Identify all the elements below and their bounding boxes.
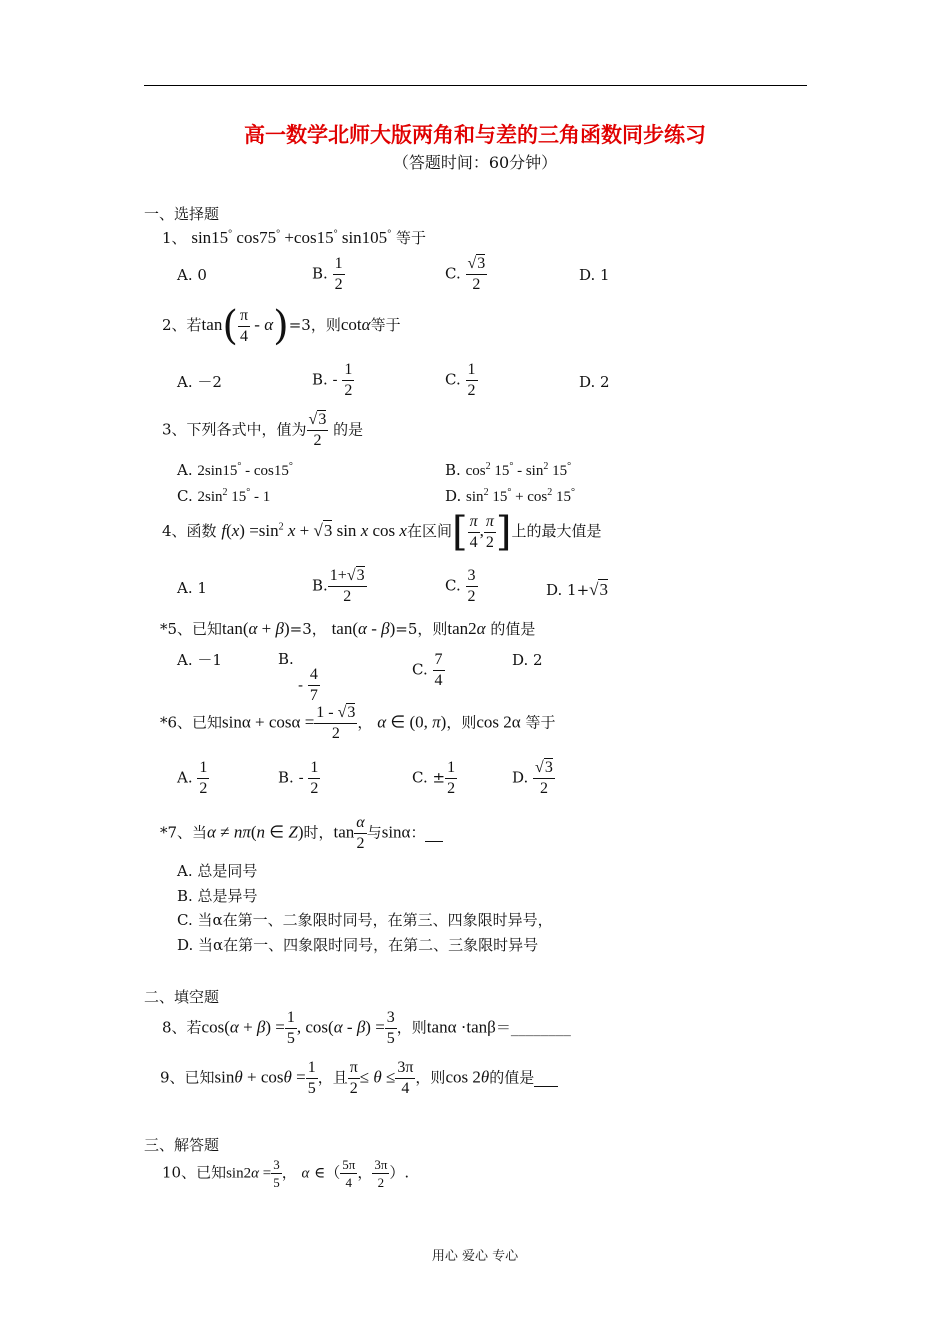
option-c: C. ± $\frac{1}{2}$: [412, 759, 456, 797]
option-a: A. －2: [177, 373, 222, 391]
option-a: A. 1: [177, 579, 207, 597]
header-rule: [144, 85, 807, 86]
option-d: D. $\sin^2 15^\circ + \cos^2 15^\circ$: [445, 487, 576, 505]
option-b: B. $\cos^2 15^\circ - \sin^2 15^\circ$: [445, 461, 572, 479]
option-d: D. $\frac{√3}{2}$: [512, 759, 553, 797]
question-tail: 等于: [395, 229, 426, 247]
option-c: C. $\frac{7}{4}$: [412, 651, 443, 689]
option-b: B. $\frac{1}{2}$: [312, 255, 343, 293]
option-c: C. $2\sin^2$ 15° - 1: [177, 487, 271, 505]
option-a: A. 2sin15° - cos15°: [177, 461, 293, 479]
page-footer: 用心 爱心 专心: [431, 1249, 519, 1264]
question-3: 3、下列各式中，值为 $\frac{√3}{2}$ 的是: [162, 411, 364, 449]
option-d: D. 2: [512, 651, 543, 669]
question-6: *6、已知sinα + cosα = $\frac{1 - √3}{2}$ ， α ∈ (0, π)，则cos 2α 等于: [160, 704, 556, 742]
question-1: [162, 229, 426, 246]
option-a: A. 0: [177, 266, 207, 284]
option-b: B. - $\frac{1}{2}$: [278, 759, 319, 797]
page-subtitle: （答题时间：60分钟）: [392, 153, 558, 172]
question-7: *7、当α ≠ nπ(n ∈ Z)时，tan $\frac{\alpha}{2}$ 与sinα：: [160, 815, 443, 852]
question-8: 8、若cos(α + β) = $\frac{1}{5}$ , cos(α - β) = $\frac{3}{5}$ ，则tanα ·tanβ＝________: [162, 1009, 571, 1047]
option-b: B. $\frac{1+√3}{2}$: [312, 567, 365, 605]
option-c: C. 当α在第一、二象限时同号，在第三、四象限时异号，: [177, 911, 553, 929]
option-b: B. 总是异号: [177, 887, 258, 905]
option-d: D. 当α在第一、四象限时同号，在第二、三象限时异号: [177, 936, 539, 954]
section-heading-fill: 二、填空题: [144, 988, 220, 1006]
option-d: D. 1: [579, 266, 610, 284]
question-4: 4、函数 $f(x) =\sin^2$ x + √3 sin x cos x在区间[ $\frac{\pi}{4}$ , $\frac{\pi}{2}$ ]上的最大值是: [162, 509, 602, 555]
section-heading-choice: 一、选择题: [144, 205, 220, 223]
option-b: B. - $\frac{4}{7}$: [278, 650, 318, 704]
question-10: 10、已知sin2α = $\frac{3}{5}$ ， α ∈（ $\frac{5\pi}{4}$ ， $\frac{3\pi}{2}$ ）.: [162, 1157, 410, 1190]
question-2: 2、若tan( $\frac{\pi}{4}$ - α)=3，则cotα等于: [162, 303, 401, 349]
question-number: 1、: [162, 229, 187, 247]
option-d: D. 2: [579, 373, 610, 391]
option-c: C. $\frac{3}{2}$: [445, 567, 476, 605]
option-c: C. $\frac{1}{2}$: [445, 361, 476, 399]
option-a: A. 总是同号: [177, 862, 258, 880]
section-heading-solve: 三、解答题: [144, 1136, 220, 1154]
option-b: B. - $\frac{1}{2}$: [312, 361, 353, 399]
option-a: A. $\frac{1}{2}$: [177, 759, 208, 797]
question-9: 9、已知sinθ + cosθ = $\frac{1}{5}$ ，且 $\frac{\pi}{2}$ ≤ θ ≤ $\frac{3\pi}{4}$ ，则cos 2θ的值是: [160, 1060, 558, 1097]
option-d: D. 1+√3: [546, 580, 608, 599]
option-c: C. $\frac{√3}{2}$: [445, 255, 486, 293]
question-5: *5、已知tan(α + β)=3， tan(α - β)=5，则tan2α 的值是: [160, 619, 536, 638]
page-title: 高一数学北师大版两角和与差的三角函数同步练习: [244, 123, 706, 147]
math-expression: sin15° cos75° +cos15° sin105°: [191, 228, 392, 247]
option-a: A. －1: [177, 651, 222, 669]
